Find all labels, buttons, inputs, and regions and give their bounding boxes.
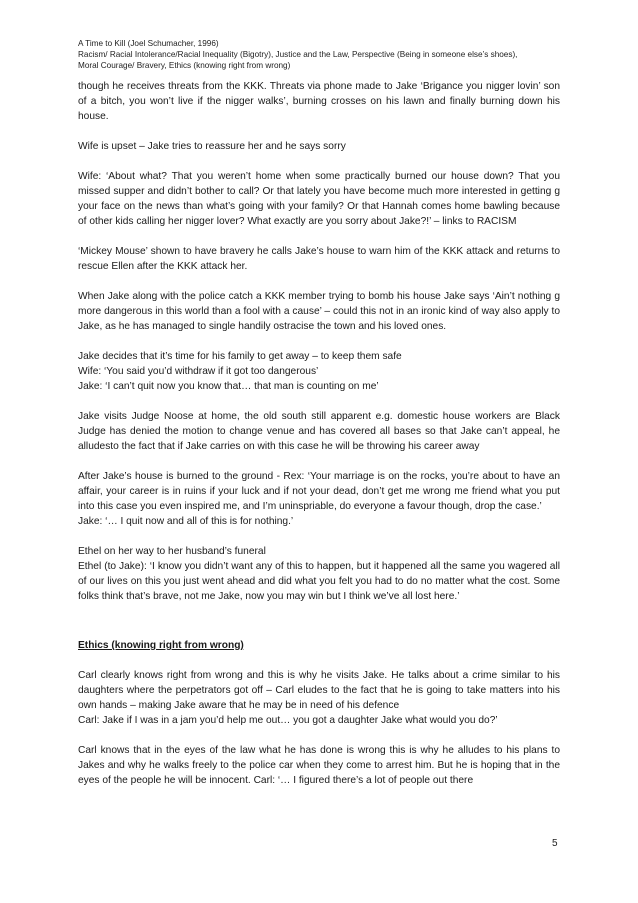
paragraph-mickey-mouse: ‘Mickey Mouse’ shown to have bravery he calls Jake’s house to warn him of the KKK attack and returns to rescue Ellen after the KKK attack her. <box>78 246 560 272</box>
rex-quote-text: After Jake’s house is burned to the ground - Rex: ‘Your marriage is on the rocks, you’re about to have an affair, your career is in ruins if your luck and if not your dead, don’t get me wrong me friend what you put into this case you even inspired me, and I’m uninspriable, do everyone a favour though, drop the case.’ <box>78 471 560 512</box>
paragraph-rex-quote <box>78 469 560 529</box>
page-header <box>78 38 568 71</box>
jake-reply-line: Jake: ‘… I quit now and all of this is for nothing.’ <box>78 516 294 527</box>
ethel-intro-line: Ethel on her way to her husband’s funeral <box>78 546 266 557</box>
paragraph-judge-noose: Jake visits Judge Noose at home, the old south still apparent e.g. domestic house workers are Black Judge has denied the motion to change venue and has covered all bases so that Jake can’t appeal, he alludesto the fact that if Jake carries on with this case he will be throwing his career away <box>78 411 560 452</box>
paragraph-wife-upset: Wife is upset – Jake tries to reassure her and he says sorry <box>78 141 346 152</box>
section-heading-ethics: Ethics (knowing right from wrong) <box>78 640 244 651</box>
paragraph-kkk-bomb: When Jake along with the police catch a KKK member trying to bomb his house Jake says ‘Ain’t nothing g more dangerous in this world than a fool with a cause’ – could this not in an ironic kind of way also apply to Jake, as he has managed to single handily ostracise the town and his loved ones. <box>78 291 560 332</box>
carl-visit-text: Carl clearly knows right from wrong and this is why he visits Jake. He talks about a crime similar to his daughters where the perpetrators got off – Carl eludes to the fact that he is going to take matters into his own hands – making Jake aware that he may be in need of his defence <box>78 670 560 711</box>
carl-quote-line: Carl: Jake if I was in a jam you’d help me out… you got a daughter Jake what would you do?’ <box>78 715 498 726</box>
ethel-quote-text: Ethel (to Jake): ‘I know you didn’t want any of this to happen, but it happened all the same you wagered all of our lives on this you just went ahead and did what you felt you had to do no matter what the cost. Some folks think that’s brave, not me Jake, now you may win but I think we’ve all lost here.’ <box>78 561 560 602</box>
paragraph-carl-law: Carl knows that in the eyes of the law what he has done is wrong this is why he alludes to his plans to Jakes and why he walks freely to the police car when they come to arrest him. But he is hoping that in the eyes of the people he will be innocent. Carl: ‘… I figured there’s a lot of people out there <box>78 745 560 786</box>
paragraph-ethel <box>78 544 560 604</box>
paragraph-wife-quote: Wife: ‘About what? That you weren’t home when some practically burned our house down? That you missed supper and didn’t bother to call? Or that lately you have become much more interested in getting g your face on the news than what’s going with your family? Or that Hannah comes home bawling because of other kids calling her nigger lover? What exactly are you sorry about Jake?!’ – links to RACISM <box>78 171 560 227</box>
page-number: 5 <box>552 838 558 849</box>
paragraph-family-away <box>78 349 560 394</box>
document-body <box>78 79 560 803</box>
paragraph-kkk-threats: though he receives threats from the KKK. Threats via phone made to Jake ‘Brigance you nigger lovin’ son of a bitch, you won’t live if the nigger walks’, burning crosses on his lawn and finally burning down his house. <box>78 81 560 122</box>
header-themes-line-2: Moral Courage/ Bravery, Ethics (knowing right from wrong) <box>78 61 291 70</box>
paragraph-carl-visit <box>78 668 560 728</box>
wife-withdraw-line: Wife: ‘You said you’d withdraw if it got too dangerous’ <box>78 366 319 377</box>
header-title: A Time to Kill (Joel Schumacher, 1996) <box>78 39 219 48</box>
family-away-line: Jake decides that it’s time for his family to get away – to keep them safe <box>78 351 402 362</box>
jake-quit-line: Jake: ‘I can’t quit now you know that… that man is counting on me’ <box>78 381 379 392</box>
header-themes-line-1: Racism/ Racial Intolerance/Racial Inequality (Bigotry), Justice and the Law, Perspective (Being in someone else’s shoes), <box>78 50 518 59</box>
